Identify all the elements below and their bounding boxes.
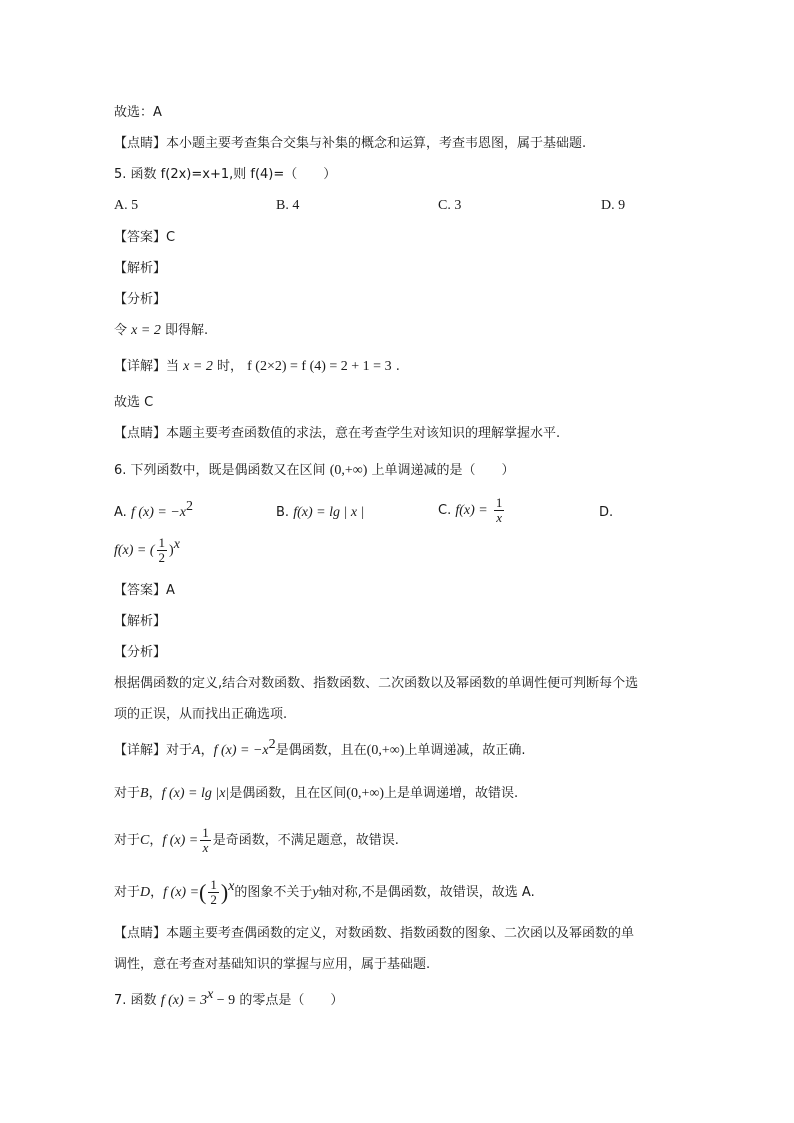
question-7 [114, 987, 344, 1010]
option-c: C. 3 [438, 198, 462, 213]
detail-line [114, 358, 400, 376]
text: 是偶函数，且在 [275, 743, 367, 758]
text: 的零点是（ ） [239, 993, 344, 1008]
math-expression: f(x) = ( [114, 543, 155, 558]
numerator: 1 [202, 825, 209, 840]
text: ， [149, 833, 163, 848]
math-expression: f(x) = lg | x | [293, 505, 365, 520]
denominator: x [496, 510, 503, 525]
numerator: 1 [495, 495, 503, 510]
note-line: 【点睛】本题主要考查偶函数的定义，对数函数、指数函数的图象、二次函以及幂函数的单 [114, 926, 635, 941]
right-paren: ) [220, 879, 229, 905]
interval: (0,+∞) [329, 463, 368, 478]
math-expression: − 9 [213, 993, 236, 1008]
analysis-line: 项的正误，从而找出正确选项. [114, 707, 288, 722]
text: 轴对称,不是偶函数，故错误，故选 A. [318, 885, 535, 900]
question-5: 5. 函数 f(2x)=x+1,则 f(4)=（ ） [114, 167, 337, 182]
exponent: 2 [185, 499, 193, 514]
text: 【详解】当 [114, 359, 180, 374]
option-b [276, 504, 364, 522]
text: 6. 下列函数中，既是偶函数又在区间 [114, 463, 326, 478]
text: 即得解. [164, 323, 209, 338]
option-a [114, 499, 193, 522]
numerator: 1 [210, 877, 217, 892]
text: 上单调递减，故正确. [404, 743, 526, 758]
math-expression: f (x) = [162, 833, 199, 848]
math-expression: f (2×2) = f (4) = 2 + 1 = 3 [247, 359, 392, 374]
left-paren: ( [199, 879, 207, 905]
detail-line-c [114, 826, 399, 855]
option-d-label: D. [599, 505, 614, 520]
math-expression: f (x) = 3 [160, 993, 208, 1008]
denominator: 2 [210, 892, 217, 907]
text: ， [148, 786, 162, 801]
option-c [438, 496, 506, 525]
exponent: 2 [268, 737, 276, 752]
math-expression: f (x) = lg |x| [161, 786, 230, 801]
analysis-heading: 【解析】 [114, 261, 167, 276]
fraction [494, 496, 505, 525]
math-expression: f (x) = [163, 885, 200, 900]
option-ref: B [140, 786, 149, 801]
text: 是偶函数，且在区间 [229, 786, 347, 801]
fraction [208, 878, 219, 907]
fraction [157, 536, 168, 565]
text: 对于 [114, 833, 141, 848]
analysis-subheading: 【分析】 [114, 292, 167, 307]
option-a: A. 5 [114, 198, 139, 213]
text: ， [200, 743, 214, 758]
detail-line-d [114, 878, 535, 907]
math-expression: x = 2 [131, 323, 161, 338]
analysis-subheading: 【分析】 [114, 645, 167, 660]
text: ， [150, 885, 164, 900]
text: 【详解】对于 [114, 743, 193, 758]
text: 上是单调递增，故错误. [384, 786, 519, 801]
detail-line-a [114, 737, 526, 760]
option-d [114, 536, 180, 565]
math-expression: x = 2 [183, 359, 213, 374]
option-d: D. 9 [601, 198, 626, 213]
question-6 [114, 462, 515, 480]
exponent: x [228, 879, 235, 894]
numerator: 1 [158, 535, 166, 550]
axis-ref: y [312, 885, 319, 900]
detail-line-b [114, 785, 518, 803]
text: 对于 [114, 885, 141, 900]
answer-heading: 【答案】C [114, 230, 176, 245]
exponent: x [173, 537, 180, 552]
option-label: B. [276, 505, 290, 520]
fraction [200, 826, 211, 855]
text: 时， [216, 359, 243, 374]
interval: (0,+∞) [366, 743, 405, 758]
note-line: 【点睛】本小题主要考查集合交集与补集的概念和运算，考查韦恩图，属于基础题. [114, 136, 587, 151]
text: 的图象不关于 [234, 885, 313, 900]
answer-choice-line: 故选：A [114, 105, 162, 120]
text: . [395, 359, 400, 374]
option-ref: D [140, 885, 151, 900]
option-ref: A [192, 743, 201, 758]
math-expression: f(x) = [455, 503, 488, 518]
analysis-heading: 【解析】 [114, 614, 167, 629]
note-line: 【点睛】本题主要考查函数值的求法，意在考查学生对该知识的理解掌握水平. [114, 426, 561, 441]
text: 令 [114, 323, 128, 338]
denominator: 2 [158, 550, 166, 565]
text: 上单调递减的是（ ） [371, 463, 515, 478]
note-line: 调性，意在考查对基础知识的掌握与应用，属于基础题. [114, 957, 431, 972]
math-expression: f (x) = −x [130, 505, 186, 520]
option-label: C. [438, 503, 452, 518]
denominator: x [202, 840, 209, 855]
option-ref: C [140, 833, 150, 848]
answer-choice-line: 故选 C [114, 395, 154, 410]
text: 对于 [114, 786, 141, 801]
option-b: B. 4 [276, 198, 300, 213]
text: 是奇函数，不满足题意，故错误. [212, 833, 399, 848]
exponent: x [207, 987, 214, 1002]
analysis-line: 根据偶函数的定义,结合对数函数、指数函数、二次函数以及幂函数的单调性便可判断每个选 [114, 676, 639, 691]
option-label: A. [114, 505, 127, 520]
answer-heading: 【答案】A [114, 583, 175, 598]
interval: (0,+∞) [346, 786, 384, 801]
math-expression: f (x) = −x [213, 743, 269, 758]
analysis-line [114, 322, 208, 340]
math-expression: ) [169, 543, 174, 558]
text: 7. 函数 [114, 993, 157, 1008]
